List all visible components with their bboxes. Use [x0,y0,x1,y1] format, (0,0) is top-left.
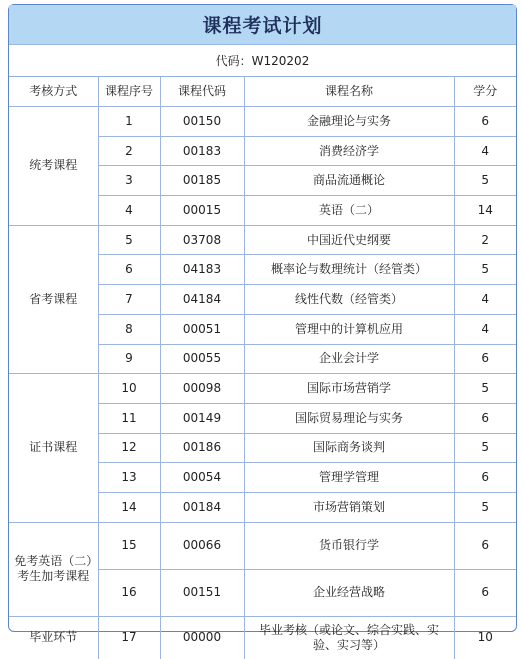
course-credit: 6 [454,344,516,374]
course-no: 15 [98,522,160,569]
course-no: 17 [98,616,160,659]
course-name: 国际贸易理论与实务 [244,403,454,433]
course-credit: 6 [454,107,516,137]
course-credit: 5 [454,255,516,285]
course-credit: 2 [454,225,516,255]
course-name: 概率论与数理统计（经管类） [244,255,454,285]
course-no: 5 [98,225,160,255]
course-name: 企业会计学 [244,344,454,374]
category-cell: 省考课程 [9,225,98,373]
course-code: 00183 [160,136,244,166]
course-no: 7 [98,285,160,315]
course-code: 00149 [160,403,244,433]
course-code: 00184 [160,492,244,522]
table-row [9,616,516,659]
course-name: 线性代数（经管类） [244,285,454,315]
course-no: 4 [98,196,160,226]
course-credit: 6 [454,522,516,569]
course-credit: 5 [454,166,516,196]
course-no: 14 [98,492,160,522]
table-row [9,522,516,569]
course-no: 16 [98,569,160,616]
course-table [9,77,516,659]
header-row [9,77,516,107]
course-credit: 4 [454,136,516,166]
course-credit: 5 [454,433,516,463]
header-course-name: 课程名称 [244,77,454,107]
category-cell: 证书课程 [9,374,98,522]
major-code: 代码：W120202 [9,45,516,77]
course-no: 6 [98,255,160,285]
course-code: 00185 [160,166,244,196]
course-name: 商品流通概论 [244,166,454,196]
header-credit: 学分 [454,77,516,107]
course-no: 12 [98,433,160,463]
course-name: 国际市场营销学 [244,374,454,404]
course-no: 3 [98,166,160,196]
course-credit: 6 [454,463,516,493]
course-credit: 6 [454,569,516,616]
category-cell: 统考课程 [9,107,98,226]
header-course-no: 课程序号 [98,77,160,107]
course-code: 00186 [160,433,244,463]
course-code: 00054 [160,463,244,493]
course-credit: 6 [454,403,516,433]
page-title: 课程考试计划 [9,5,516,45]
course-credit: 5 [454,374,516,404]
course-no: 1 [98,107,160,137]
course-name: 货币银行学 [244,522,454,569]
course-code: 00066 [160,522,244,569]
course-code: 00051 [160,314,244,344]
course-code: 00150 [160,107,244,137]
course-name: 中国近代史纲要 [244,225,454,255]
course-name: 金融理论与实务 [244,107,454,137]
course-name: 管理学管理 [244,463,454,493]
course-no: 9 [98,344,160,374]
course-code: 00098 [160,374,244,404]
course-no: 11 [98,403,160,433]
course-plan-frame [8,4,517,652]
course-name: 市场营销策划 [244,492,454,522]
course-credit: 5 [454,492,516,522]
table-row [9,225,516,255]
course-code: 04184 [160,285,244,315]
course-credit: 10 [454,616,516,659]
course-no: 2 [98,136,160,166]
course-code: 00151 [160,569,244,616]
course-no: 13 [98,463,160,493]
course-credit: 14 [454,196,516,226]
course-code: 03708 [160,225,244,255]
course-code: 00000 [160,616,244,659]
course-no: 8 [98,314,160,344]
table-row [9,374,516,404]
table-row [9,107,516,137]
category-cell: 免考英语（二）考生加考课程 [9,522,98,616]
course-name: 企业经营战略 [244,569,454,616]
course-credit: 4 [454,285,516,315]
course-credit: 4 [454,314,516,344]
course-code: 00015 [160,196,244,226]
course-name: 管理中的计算机应用 [244,314,454,344]
category-cell: 毕业环节 [9,616,98,659]
course-name: 消费经济学 [244,136,454,166]
course-code: 00055 [160,344,244,374]
course-name: 国际商务谈判 [244,433,454,463]
course-name: 毕业考核（或论文、综合实践、实验、实习等） [244,616,454,659]
course-code: 04183 [160,255,244,285]
header-exam-type: 考核方式 [9,77,98,107]
course-name: 英语（二） [244,196,454,226]
header-course-code: 课程代码 [160,77,244,107]
course-no: 10 [98,374,160,404]
